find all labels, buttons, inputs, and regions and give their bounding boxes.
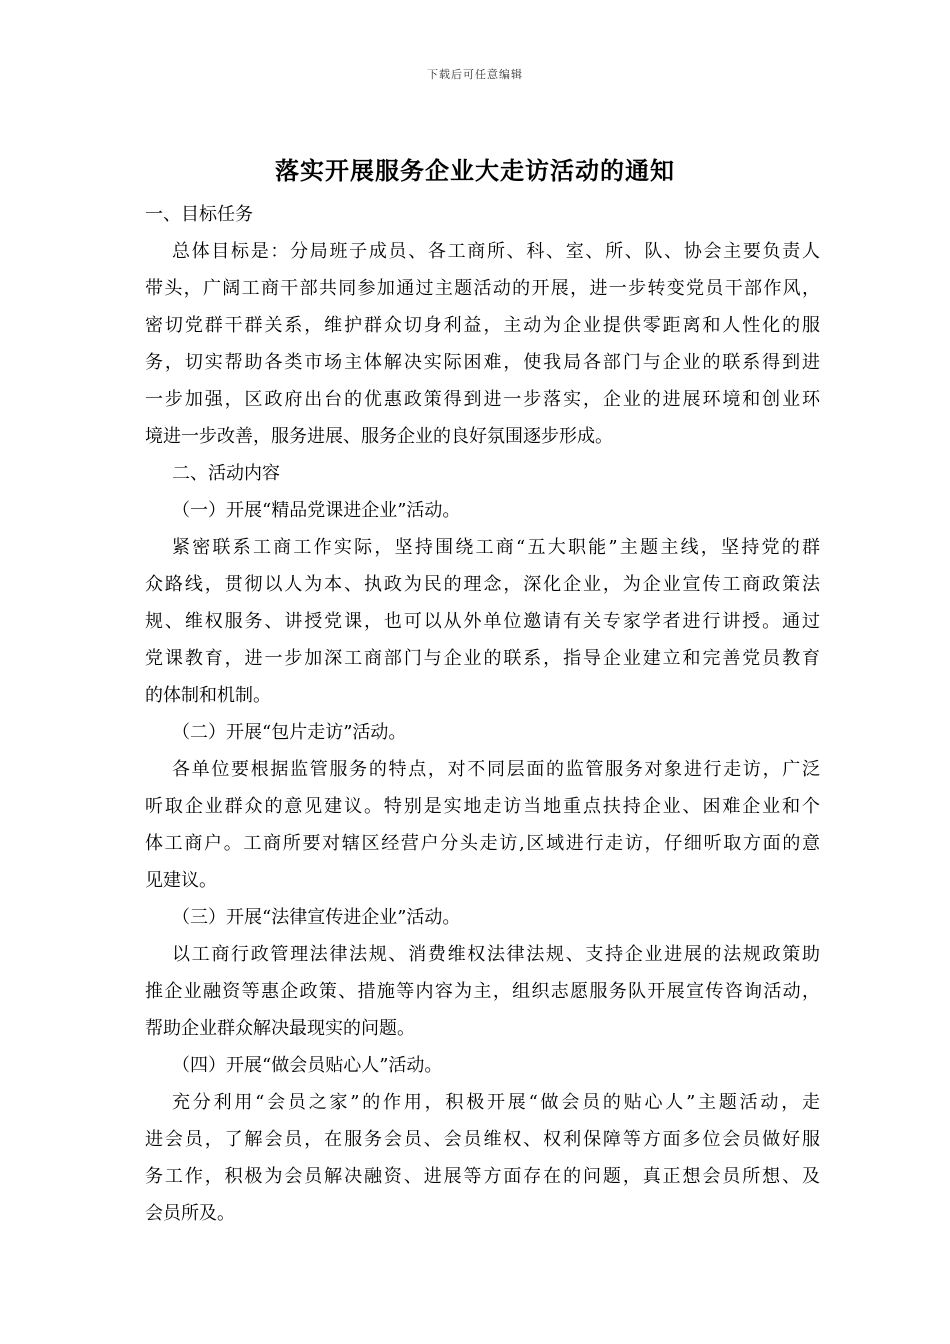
text-line: 听取企业群众的意见建议。特别是实地走访当地重点扶持企业、困难企业和个 — [145, 796, 820, 817]
text-line: 推企业融资等惠企政策、措施等内容为主，组织志愿服务队开展宣传咨询活动， — [145, 981, 820, 1002]
text-line: 各单位要根据监管服务的特点，对不同层面的监管服务对象进行走访，广泛 — [172, 759, 820, 780]
text-line: 以工商行政管理法律法规、消费维权法律法规、支持企业进展的法规政策助 — [172, 944, 820, 965]
text-line: 进会员，了解会员，在服务会员、会员维权、权利保障等方面多位会员做好服 — [145, 1129, 820, 1150]
page-header: 下载后可任意编辑 — [427, 68, 523, 81]
text-line: 帮助企业群众解决最现实的问题。 — [145, 1018, 415, 1039]
text-line: 见建议。 — [145, 870, 217, 891]
text-line: （三）开展“法律宣传进企业”活动。 — [172, 907, 461, 928]
text-line: 境进一步改善，服务进展、服务企业的良好氛围逐步形成。 — [145, 426, 613, 447]
text-line: 一、目标任务 — [145, 204, 253, 225]
text-line: 党课教育，进一步加深工商部门与企业的联系，指导企业建立和完善党员教育 — [145, 648, 820, 669]
text-line: 紧密联系工商工作实际，坚持围绕工商“五大职能”主题主线，坚持党的群 — [172, 537, 820, 558]
text-line: 一步加强，区政府出台的优惠政策得到进一步落实，企业的进展环境和创业环 — [145, 389, 820, 410]
document-body — [145, 196, 820, 1232]
text-line: （二）开展“包片走访”活动。 — [172, 722, 407, 743]
text-line: 体工商户。工商所要对辖区经营户分头走访,区域进行走访，仔细听取方面的意 — [145, 833, 820, 854]
text-line: 会员所及。 — [145, 1203, 235, 1224]
text-line: 密切党群干群关系，维护群众切身利益，主动为企业提供零距离和人性化的服 — [145, 315, 820, 336]
text-line: 充分利用“会员之家”的作用，积极开展“做会员的贴心人”主题活动，走 — [172, 1092, 820, 1113]
text-line: 务，切实帮助各类市场主体解决实际困难，使我局各部门与企业的联系得到进 — [145, 352, 820, 373]
text-line: （一）开展“精品党课进企业”活动。 — [172, 500, 461, 521]
text-line: 规、维权服务、讲授党课，也可以从外单位邀请有关专家学者进行讲授。通过 — [145, 611, 820, 632]
text-line: （四）开展“做会员贴心人”活动。 — [172, 1055, 443, 1076]
text-line: 带头，广阔工商干部共同参加通过主题活动的开展，进一步转变党员干部作风， — [145, 278, 820, 299]
text-line: 二、活动内容 — [172, 463, 280, 484]
text-line: 总体目标是：分局班子成员、各工商所、科、室、所、队、协会主要负责人 — [172, 241, 820, 262]
text-line: 的体制和机制。 — [145, 685, 271, 706]
text-line: 众路线，贯彻以人为本、执政为民的理念，深化企业，为企业宣传工商政策法 — [145, 574, 820, 595]
document-title: 落实开展服务企业大走访活动的通知 — [275, 156, 675, 185]
text-line: 务工作，积极为会员解决融资、进展等方面存在的问题，真正想会员所想、及 — [145, 1166, 820, 1187]
